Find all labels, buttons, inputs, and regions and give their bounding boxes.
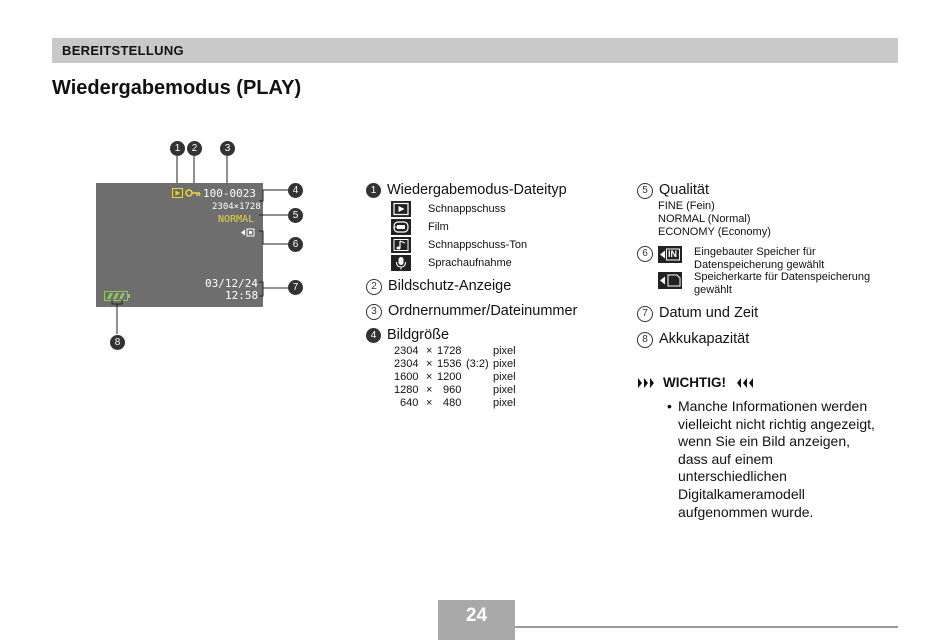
important-title: WICHTIG! [663,375,726,390]
bottom-callout-line [110,296,124,336]
important-right-arrows-icon [736,377,759,389]
important-left-arrows-icon [637,377,660,389]
type-label-voice: Sprachaufnahme [428,257,512,269]
type-label-snapshot-sound: Schnappschuss-Ton [428,239,528,251]
callout-6: 6 [288,237,303,252]
item-3-heading: 3 Ordnernummer/Dateinummer [366,303,577,320]
film-icon [391,219,411,235]
item-1-heading: 1 Wiedergabemodus-Dateityp [366,182,567,198]
section-label: BEREITSTELLUNG [62,43,184,58]
internal-memory-icon [658,246,682,263]
lcd-image-size: 2304×1728 [212,202,261,212]
quality-option: ECONOMY (Economy) [658,226,771,239]
item-4-heading: 4 Bildgröße [366,327,449,343]
section-header-bar [52,38,898,63]
item-5-heading: 5 Qualität [637,182,709,199]
quality-options [658,200,771,240]
internal-memory-text: Eingebauter Speicher für Datenspeicherung gewählt [694,246,825,271]
callout-8: 8 [110,335,125,350]
item-8-heading: 8 Akkukapazität [637,331,749,348]
type-label-snapshot: Schnappschuss [428,203,506,215]
callout-7: 7 [288,280,303,295]
lcd-file-number: 100-0023 [203,187,256,200]
type-label-film: Film [428,221,449,233]
memory-card-text: Speicherkarte für Datenspeicherung gewählt [694,271,871,296]
callout-2: 2 [187,141,202,156]
protection-key-icon [185,188,201,198]
footer-rule [515,626,898,628]
lcd-quality: NORMAL [218,214,255,225]
play-icon [391,201,411,217]
internal-memory-badge: IN [668,249,677,259]
quality-option: FINE (Fein) [658,200,715,212]
page-title: Wiedergabemodus (PLAY) [52,77,302,99]
callout-1: 1 [170,141,185,156]
lcd-date: 03/12/24 [205,277,258,290]
callout-5: 5 [288,208,303,223]
play-mode-icon [172,188,183,198]
callout-3: 3 [220,141,235,156]
callout-4: 4 [288,183,303,198]
microphone-icon [391,255,411,271]
memory-card-icon [658,272,682,289]
lcd-screen [96,183,263,307]
quality-option: NORMAL (Normal) [658,213,751,226]
lcd-memory-icon [241,228,255,237]
lcd-time: 12:58 [225,289,259,302]
page-number: 24 [465,605,488,626]
important-text: Manche Informationen werden vielleicht nicht richtig angezeigt, wenn Sie ein Bild anzeigen, dass auf einem unterschiedlichen Digitalkameramodell aufgenommen wurde. [678,398,875,520]
music-note-icon [391,237,411,253]
item-7-heading: 7 Datum und Zeit [637,305,758,322]
item-2-heading: 2 Bildschutz-Anzeige [366,278,511,295]
bullet-dot: • [667,398,672,414]
page-number-tab [438,600,515,640]
item-6-number: 6 [637,246,653,262]
